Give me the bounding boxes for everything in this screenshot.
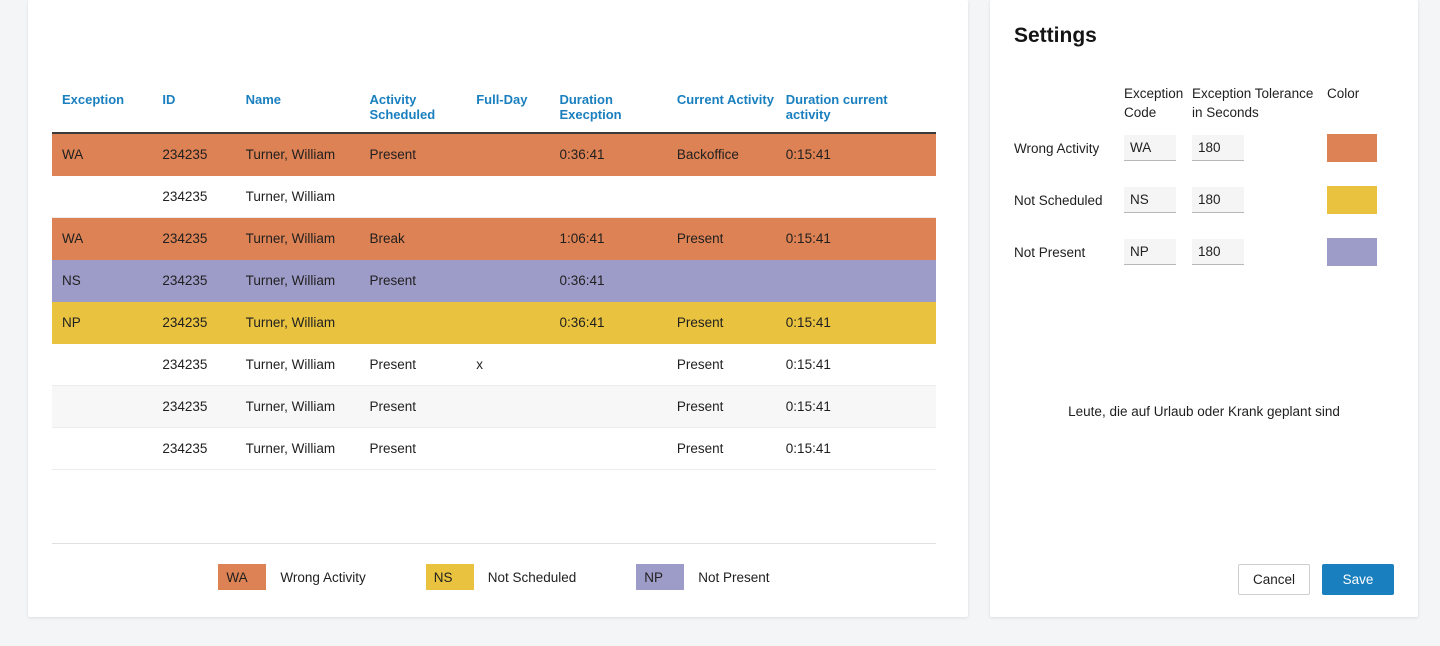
cell-full-day bbox=[466, 302, 549, 344]
cell-name: Turner, William bbox=[245, 441, 336, 456]
settings-grid bbox=[1014, 84, 1394, 278]
table-row[interactable] bbox=[52, 302, 936, 344]
table-row[interactable] bbox=[52, 218, 936, 260]
cell-duration-exception bbox=[549, 176, 666, 218]
cell-activity-scheduled: Break bbox=[369, 231, 405, 246]
cell-duration-current-activity: 0:15:41 bbox=[785, 315, 831, 330]
settings-header-color: Color bbox=[1327, 86, 1360, 101]
exception-list-panel bbox=[28, 0, 968, 617]
cell-duration-current-activity: 0:15:41 bbox=[785, 399, 831, 414]
settings-row-label: Wrong Activity bbox=[1014, 140, 1100, 156]
color-swatch[interactable] bbox=[1327, 186, 1377, 214]
cell-name: Turner, William bbox=[245, 189, 336, 204]
exception-code-input[interactable] bbox=[1124, 135, 1176, 161]
column-header-activity-scheduled[interactable]: Activity Scheduled bbox=[369, 92, 436, 122]
cell-full-day bbox=[466, 133, 549, 176]
cell-exception: WA bbox=[62, 231, 84, 246]
cell-activity-scheduled bbox=[359, 302, 466, 344]
column-header-full-day[interactable]: Full-Day bbox=[476, 92, 528, 107]
column-header-name[interactable]: Name bbox=[245, 92, 282, 107]
legend-label: Not Scheduled bbox=[487, 569, 577, 585]
cell-id: 234235 bbox=[162, 273, 208, 288]
cell-activity-scheduled: Present bbox=[369, 273, 416, 288]
settings-hint: Leute, die auf Urlaub oder Krank geplant sind bbox=[1068, 404, 1340, 419]
settings-actions bbox=[1238, 564, 1394, 595]
legend-item bbox=[426, 564, 577, 590]
cell-activity-scheduled: Present bbox=[369, 399, 416, 414]
cell-duration-exception: 0:36:41 bbox=[559, 273, 605, 288]
cell-current-activity: Present bbox=[676, 231, 724, 246]
cell-exception: NP bbox=[62, 315, 81, 330]
cell-duration-exception bbox=[549, 428, 666, 470]
exception-code-input[interactable] bbox=[1124, 239, 1176, 265]
cell-duration-exception bbox=[549, 344, 666, 386]
table-header-row bbox=[52, 92, 936, 133]
cell-name: Turner, William bbox=[245, 273, 336, 288]
table-row[interactable] bbox=[52, 260, 936, 302]
cell-full-day bbox=[466, 428, 549, 470]
cell-duration-current-activity: 0:15:41 bbox=[785, 147, 831, 162]
legend-item bbox=[636, 564, 769, 590]
exception-tolerance-input[interactable] bbox=[1192, 135, 1244, 161]
legend-code-chip: WA bbox=[218, 564, 266, 590]
settings-row-label: Not Scheduled bbox=[1014, 192, 1103, 208]
cell-activity-scheduled: Present bbox=[369, 441, 416, 456]
cell-duration-current-activity bbox=[776, 260, 936, 302]
cell-activity-scheduled: Present bbox=[369, 147, 416, 162]
cell-exception bbox=[52, 344, 152, 386]
cell-id: 234235 bbox=[162, 315, 208, 330]
column-header-duration-exception[interactable]: Duration Execption bbox=[559, 92, 622, 122]
cell-id: 234235 bbox=[162, 399, 208, 414]
table-row[interactable] bbox=[52, 176, 936, 218]
exception-tolerance-input[interactable] bbox=[1192, 187, 1244, 213]
cell-exception bbox=[52, 386, 152, 428]
cell-exception: WA bbox=[62, 147, 84, 162]
cell-full-day bbox=[466, 386, 549, 428]
exception-table bbox=[52, 92, 936, 470]
color-swatch[interactable] bbox=[1327, 238, 1377, 266]
cell-current-activity bbox=[667, 176, 776, 218]
cell-current-activity bbox=[667, 260, 776, 302]
legend-label: Not Present bbox=[698, 569, 770, 585]
exception-code-input[interactable] bbox=[1124, 187, 1176, 213]
exception-tolerance-input[interactable] bbox=[1192, 239, 1244, 265]
settings-row bbox=[1014, 226, 1394, 278]
legend-code-chip: NP bbox=[636, 564, 684, 590]
cell-activity-scheduled bbox=[359, 176, 466, 218]
cell-duration-exception bbox=[549, 386, 666, 428]
cell-current-activity: Present bbox=[676, 357, 724, 372]
color-swatch[interactable] bbox=[1327, 134, 1377, 162]
column-header-duration-current-activity[interactable]: Duration current activity bbox=[785, 92, 888, 122]
cell-full-day bbox=[466, 176, 549, 218]
cell-full-day bbox=[466, 218, 549, 260]
column-header-current-activity[interactable]: Current Activity bbox=[676, 92, 774, 107]
legend bbox=[52, 543, 936, 590]
cell-name: Turner, William bbox=[245, 231, 336, 246]
cell-current-activity: Present bbox=[676, 399, 724, 414]
cell-duration-current-activity: 0:15:41 bbox=[785, 357, 831, 372]
cell-current-activity: Present bbox=[676, 441, 724, 456]
cell-duration-exception: 0:36:41 bbox=[559, 315, 605, 330]
cell-activity-scheduled: Present bbox=[369, 357, 416, 372]
settings-row-label: Not Present bbox=[1014, 244, 1086, 260]
settings-rows bbox=[1014, 122, 1394, 278]
cell-id: 234235 bbox=[162, 441, 208, 456]
table-row[interactable] bbox=[52, 386, 936, 428]
table-row[interactable] bbox=[52, 428, 936, 470]
cell-exception: NS bbox=[62, 273, 81, 288]
cell-name: Turner, William bbox=[245, 315, 336, 330]
column-header-exception[interactable]: Exception bbox=[62, 92, 125, 107]
legend-item bbox=[218, 564, 365, 590]
page-title: Settings bbox=[1014, 24, 1097, 47]
settings-panel bbox=[990, 0, 1418, 617]
cell-exception bbox=[52, 428, 152, 470]
cell-name: Turner, William bbox=[245, 147, 336, 162]
cell-duration-current-activity: 0:15:41 bbox=[785, 441, 831, 456]
table-body bbox=[52, 133, 936, 470]
settings-row bbox=[1014, 174, 1394, 226]
settings-row bbox=[1014, 122, 1394, 174]
settings-header-tolerance: Exception Tolerance in Seconds bbox=[1192, 86, 1314, 120]
cell-id: 234235 bbox=[162, 231, 208, 246]
cell-exception bbox=[52, 176, 152, 218]
cell-duration-exception: 0:36:41 bbox=[559, 147, 605, 162]
cell-current-activity: Backoffice bbox=[676, 147, 739, 162]
cell-full-day bbox=[466, 260, 549, 302]
table-row[interactable] bbox=[52, 344, 936, 386]
cell-duration-current-activity: 0:15:41 bbox=[785, 231, 831, 246]
save-button[interactable]: Save bbox=[1322, 564, 1394, 595]
cell-full-day: x bbox=[476, 357, 483, 372]
column-header-id[interactable]: ID bbox=[162, 92, 176, 107]
cell-current-activity: Present bbox=[676, 315, 724, 330]
cancel-button[interactable]: Cancel bbox=[1238, 564, 1310, 595]
legend-label: Wrong Activity bbox=[280, 569, 366, 585]
cell-duration-current-activity bbox=[776, 176, 936, 218]
settings-header-row bbox=[1014, 84, 1394, 122]
table-row[interactable] bbox=[52, 133, 936, 176]
settings-header-code: Exception Code bbox=[1124, 86, 1184, 120]
legend-code-chip: NS bbox=[426, 564, 474, 590]
cell-id: 234235 bbox=[162, 189, 208, 204]
cell-id: 234235 bbox=[162, 147, 208, 162]
cell-name: Turner, William bbox=[245, 399, 336, 414]
cell-id: 234235 bbox=[162, 357, 208, 372]
cell-name: Turner, William bbox=[245, 357, 336, 372]
cell-duration-exception: 1:06:41 bbox=[559, 231, 605, 246]
